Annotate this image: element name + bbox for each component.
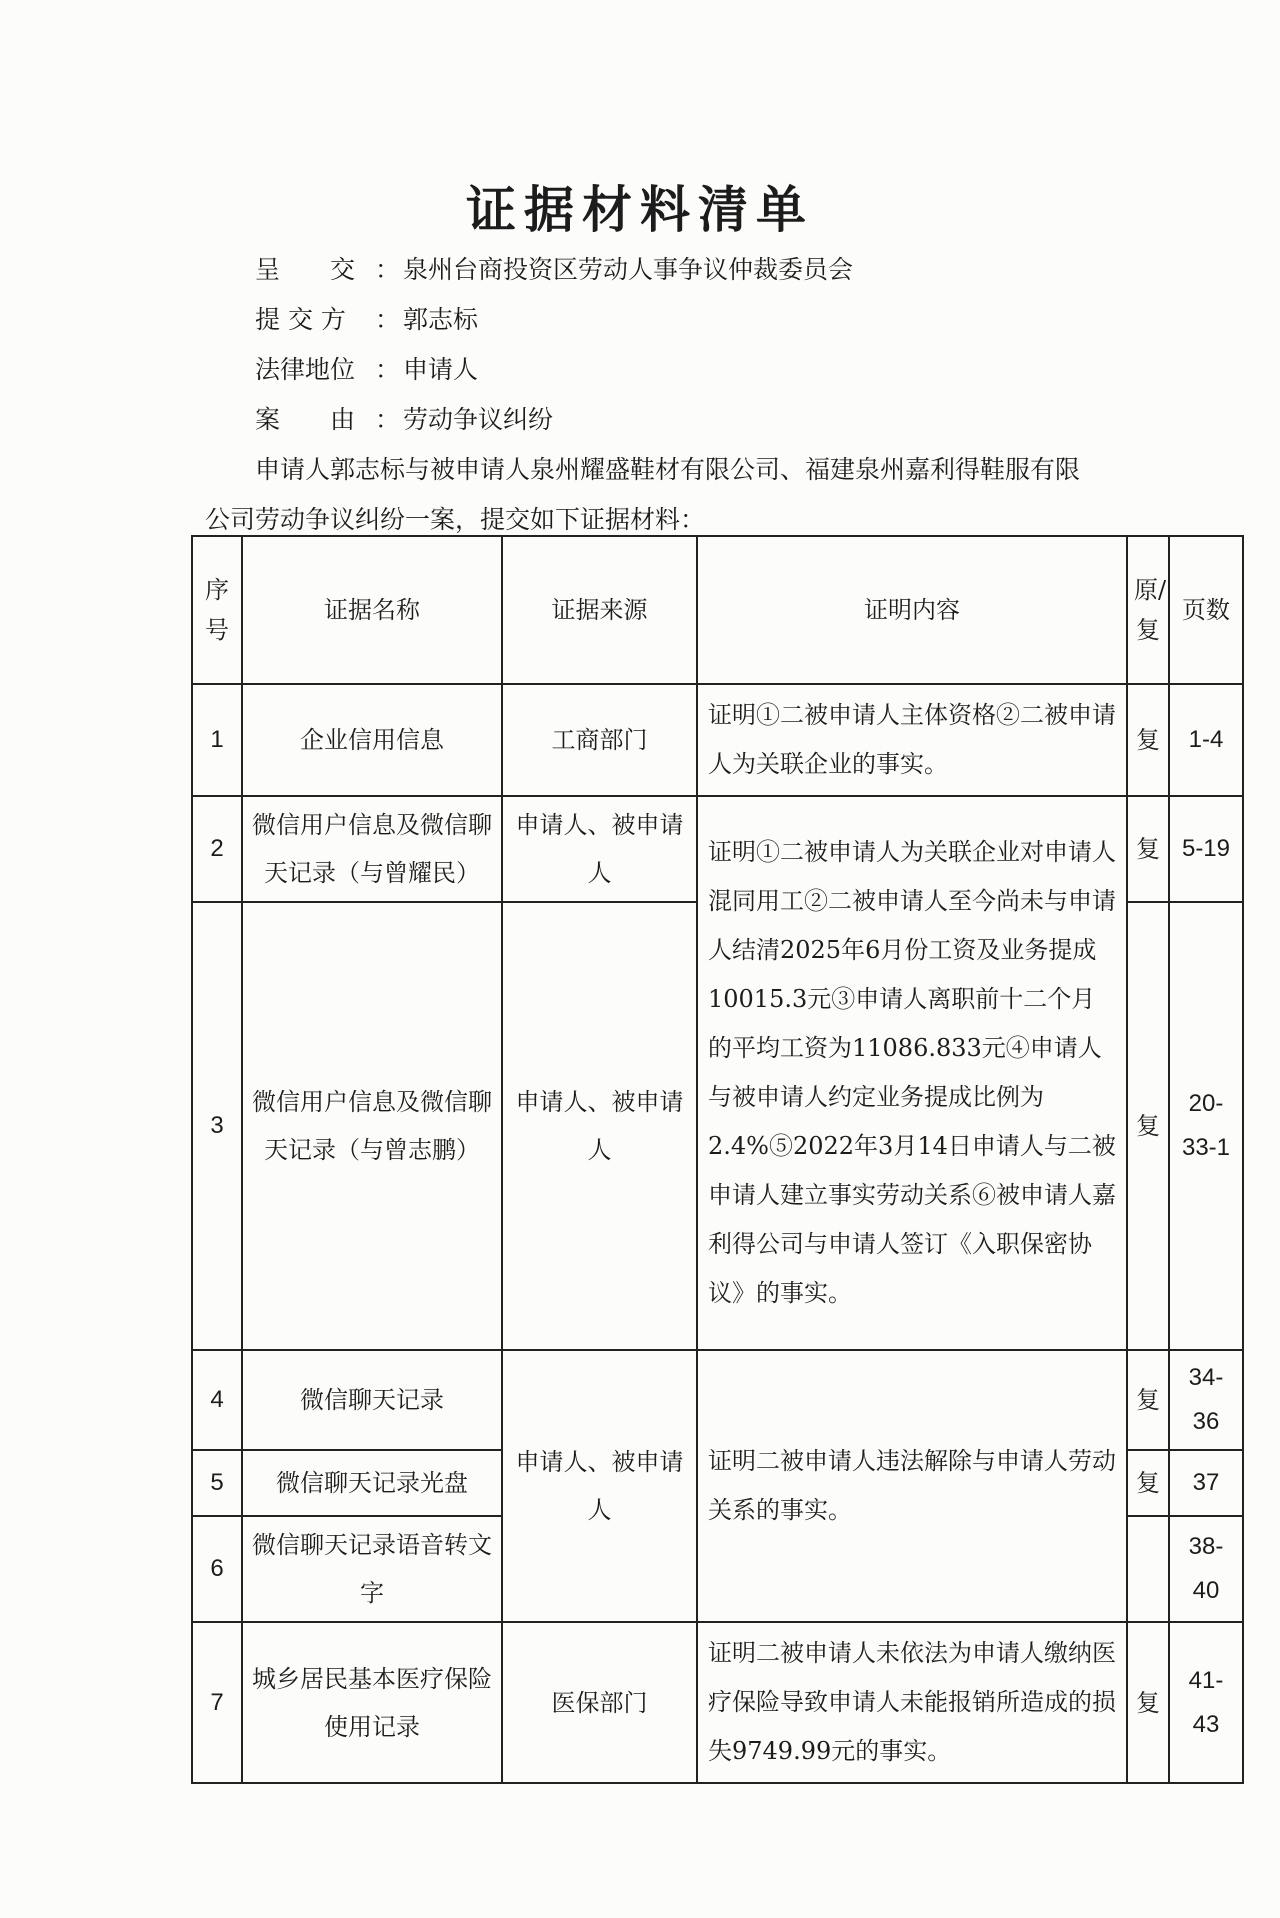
cell-name: 微信聊天记录 bbox=[242, 1350, 502, 1450]
cell-orig: 复 bbox=[1127, 902, 1169, 1350]
cell-orig: 复 bbox=[1127, 684, 1169, 796]
cell-name: 城乡居民基本医疗保险使用记录 bbox=[242, 1622, 502, 1783]
meta-label: 案 由 bbox=[255, 405, 356, 434]
meta-label: 提 交 方 bbox=[255, 305, 346, 334]
table-row bbox=[192, 684, 1243, 796]
cell-pages: 37 bbox=[1169, 1450, 1243, 1516]
header-orig: 原/复 bbox=[1127, 536, 1169, 684]
cell-content: 证明二被申请人违法解除与申请人劳动关系的事实。 bbox=[697, 1350, 1127, 1622]
cell-content: 证明二被申请人未依法为申请人缴纳医疗保险导致申请人未能报销所造成的损失9749.99元的事实。 bbox=[697, 1622, 1127, 1783]
meta-submitter bbox=[255, 300, 478, 336]
cell-orig: 复 bbox=[1127, 1450, 1169, 1516]
table-row bbox=[192, 1622, 1243, 1783]
meta-legal-status bbox=[255, 350, 478, 386]
evidence-table bbox=[191, 535, 1244, 1784]
cell-pages: 38-40 bbox=[1169, 1516, 1243, 1622]
meta-value: 郭志标 bbox=[403, 305, 479, 334]
cell-pages: 1-4 bbox=[1169, 684, 1243, 796]
cell-pages: 5-19 bbox=[1169, 796, 1243, 902]
cell-name: 微信用户信息及微信聊天记录（与曾耀民） bbox=[242, 796, 502, 902]
cell-seq: 3 bbox=[192, 902, 242, 1350]
header-source: 证据来源 bbox=[502, 536, 697, 684]
cell-orig: 复 bbox=[1127, 1622, 1169, 1783]
cell-seq: 2 bbox=[192, 796, 242, 902]
cell-source: 申请人、被申请人 bbox=[502, 902, 697, 1350]
cell-seq: 1 bbox=[192, 684, 242, 796]
cell-seq: 6 bbox=[192, 1516, 242, 1622]
header-seq: 序号 bbox=[192, 536, 242, 684]
cell-content: 证明①二被申请人主体资格②二被申请人为关联企业的事实。 bbox=[697, 684, 1127, 796]
intro-line-1: 申请人郭志标与被申请人泉州耀盛鞋材有限公司、福建泉州嘉利得鞋服有限 bbox=[255, 455, 1081, 484]
cell-name: 微信聊天记录光盘 bbox=[242, 1450, 502, 1516]
table-row bbox=[192, 796, 1243, 902]
cell-orig bbox=[1127, 1516, 1169, 1622]
cell-source: 工商部门 bbox=[502, 684, 697, 796]
cell-orig: 复 bbox=[1127, 796, 1169, 902]
cell-orig: 复 bbox=[1127, 1350, 1169, 1450]
cell-seq: 5 bbox=[192, 1450, 242, 1516]
cell-pages: 41-43 bbox=[1169, 1622, 1243, 1783]
page-title: 证据材料清单 bbox=[466, 180, 814, 239]
header-content: 证明内容 bbox=[697, 536, 1127, 684]
cell-seq: 4 bbox=[192, 1350, 242, 1450]
header-name: 证据名称 bbox=[242, 536, 502, 684]
meta-label: 呈 交 bbox=[255, 255, 356, 284]
cell-source: 申请人、被申请人 bbox=[502, 1350, 697, 1622]
table-header-row bbox=[192, 536, 1243, 684]
meta-value: 申请人 bbox=[403, 355, 479, 384]
cell-name: 微信聊天记录语音转文字 bbox=[242, 1516, 502, 1622]
meta-submitted-to bbox=[255, 250, 853, 286]
meta-sep: ： bbox=[375, 355, 401, 384]
cell-pages: 34-36 bbox=[1169, 1350, 1243, 1450]
meta-sep: ： bbox=[375, 255, 401, 284]
meta-value: 泉州台商投资区劳动人事争议仲裁委员会 bbox=[403, 255, 854, 284]
cell-name: 微信用户信息及微信聊天记录（与曾志鹏） bbox=[242, 902, 502, 1350]
cell-content: 证明①二被申请人为关联企业对申请人混同用工②二被申请人至今尚未与申请人结清2025年6月份工资及业务提成10015.3元③申请人离职前十二个月的平均工资为11086.833元④申请人与被申请人约定业务提成比例为2.4%⑤2022年3月14日申请人与二被申请人建立事实劳动关系⑥被申请人嘉利得公司与申请人签订《入职保密协议》的事实。 bbox=[697, 796, 1127, 1350]
meta-sep: ： bbox=[375, 405, 401, 434]
meta-cause bbox=[255, 400, 553, 436]
header-pages: 页数 bbox=[1169, 536, 1243, 684]
meta-label: 法律地位 bbox=[255, 355, 356, 384]
table-row bbox=[192, 1350, 1243, 1450]
meta-sep: ： bbox=[375, 305, 401, 334]
cell-seq: 7 bbox=[192, 1622, 242, 1783]
intro-line-2: 公司劳动争议纠纷一案，提交如下证据材料： bbox=[205, 505, 706, 534]
cell-source: 申请人、被申请人 bbox=[502, 796, 697, 902]
cell-pages: 20-33-1 bbox=[1169, 902, 1243, 1350]
meta-value: 劳动争议纠纷 bbox=[403, 405, 554, 434]
cell-source: 医保部门 bbox=[502, 1622, 697, 1783]
cell-name: 企业信用信息 bbox=[242, 684, 502, 796]
